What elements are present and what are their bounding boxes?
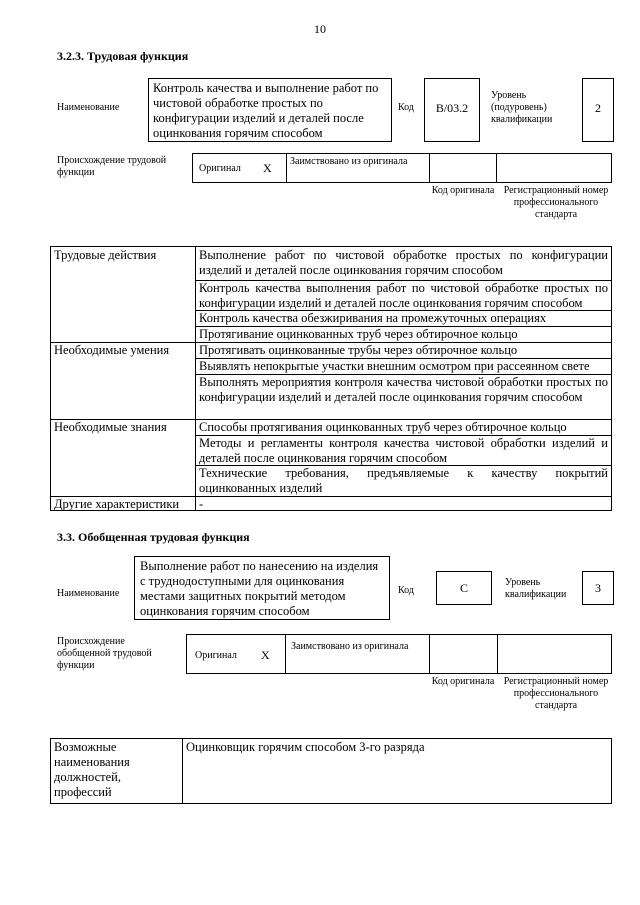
- table-cell: Выявлять непокрытые участки внешним осмотром при рассеянном свете: [199, 359, 590, 373]
- table-cell: Протягивание оцинкованных труб через обтирочное кольцо: [199, 327, 518, 341]
- table-cell: -: [199, 497, 204, 511]
- origin-label: Происхождение трудовой функции: [57, 155, 167, 178]
- section-heading: 3.2.3. Трудовая функция: [57, 49, 189, 63]
- code-value: B/03.2: [435, 101, 469, 115]
- name-label: Наименование: [57, 102, 120, 113]
- original-mark: X: [263, 161, 272, 175]
- function-name-text: Выполнение работ по нанесению на изделия с труднодоступными для оцинкования местами защитных покрытий методом оцинкования горячим способом: [140, 559, 379, 618]
- table-cell: Методы и регламенты контроля качества чистовой обработки изделий и деталей после оцинкования горячим способом: [199, 436, 608, 465]
- level-label: Уровень (подуровень) квалификации: [491, 90, 553, 125]
- table-cell: Контроль качества выполнения работ по чистовой обработке простых по конфигурации изделий и деталей после оцинкования горячим способом: [199, 281, 608, 310]
- table-cell: Технические требования, предъявляемые к качеству покрытий оцинкованных изделий: [199, 466, 608, 495]
- table-cell: Протягивать оцинкованные трубы через обтирочное кольцо: [199, 343, 518, 357]
- table-row-label: Трудовые действия: [54, 248, 157, 262]
- table-row-label: Другие характеристики: [54, 497, 180, 511]
- code-box: [436, 571, 492, 605]
- level-label: Уровень квалификации: [505, 577, 567, 600]
- section-heading: 3.3. Обобщенная трудовая функция: [57, 530, 250, 544]
- function-name-box: [148, 78, 392, 142]
- function-name-text: Контроль качества и выполнение работ по чистовой обработке простых по конфигурации изделий и деталей после оцинкования горячим способом: [153, 81, 379, 140]
- level-box: [582, 571, 614, 605]
- positions-table: [50, 738, 612, 804]
- table-cell: Выполнение работ по чистовой обработке простых по конфигурации изделий и деталей после оцинкования горячим способом: [199, 248, 608, 277]
- original-label: Оригинал: [195, 650, 237, 661]
- code-value: C: [459, 581, 468, 595]
- code-original-caption: Код оригинала: [431, 185, 495, 196]
- reg-number-caption: Регистрационный номер профессионального стандарта: [503, 676, 609, 711]
- code-label: Код: [398, 102, 414, 113]
- origin-table: [186, 634, 612, 674]
- original-mark: X: [261, 648, 270, 662]
- name-label: Наименование: [57, 588, 120, 599]
- code-box: [424, 78, 480, 142]
- borrowed-label: Заимствовано из оригинала: [290, 156, 408, 167]
- original-label: Оригинал: [199, 163, 241, 174]
- borrowed-label: Заимствовано из оригинала: [291, 641, 409, 652]
- level-value: 3: [595, 581, 601, 595]
- table-cell: Выполнять мероприятия контроля качества чистовой обработки простых по конфигурации изделий и деталей после оцинкования горячим способом: [199, 375, 608, 404]
- function-table: [50, 246, 612, 511]
- positions-label: Возможные наименования должностей, профессий: [54, 740, 130, 799]
- code-original-caption: Код оригинала: [431, 676, 495, 687]
- level-value: 2: [595, 101, 601, 115]
- code-label: Код: [398, 585, 414, 596]
- positions-value: Оцинковщик горячим способом 3-го разряда: [186, 740, 425, 754]
- origin-table: [192, 153, 612, 183]
- table-cell: Контроль качества обезжиривания на промежуточных операциях: [199, 311, 547, 325]
- level-box: [582, 78, 614, 142]
- table-row-label: Необходимые умения: [54, 343, 170, 357]
- page-number: 10: [314, 22, 326, 36]
- function-name-box: [134, 556, 390, 620]
- origin-label: Происхождение обобщенной трудовой функции: [57, 636, 152, 671]
- table-cell: Способы протягивания оцинкованных труб через обтирочное кольцо: [199, 420, 567, 434]
- table-row-label: Необходимые знания: [54, 420, 167, 434]
- reg-number-caption: Регистрационный номер профессионального стандарта: [503, 185, 609, 220]
